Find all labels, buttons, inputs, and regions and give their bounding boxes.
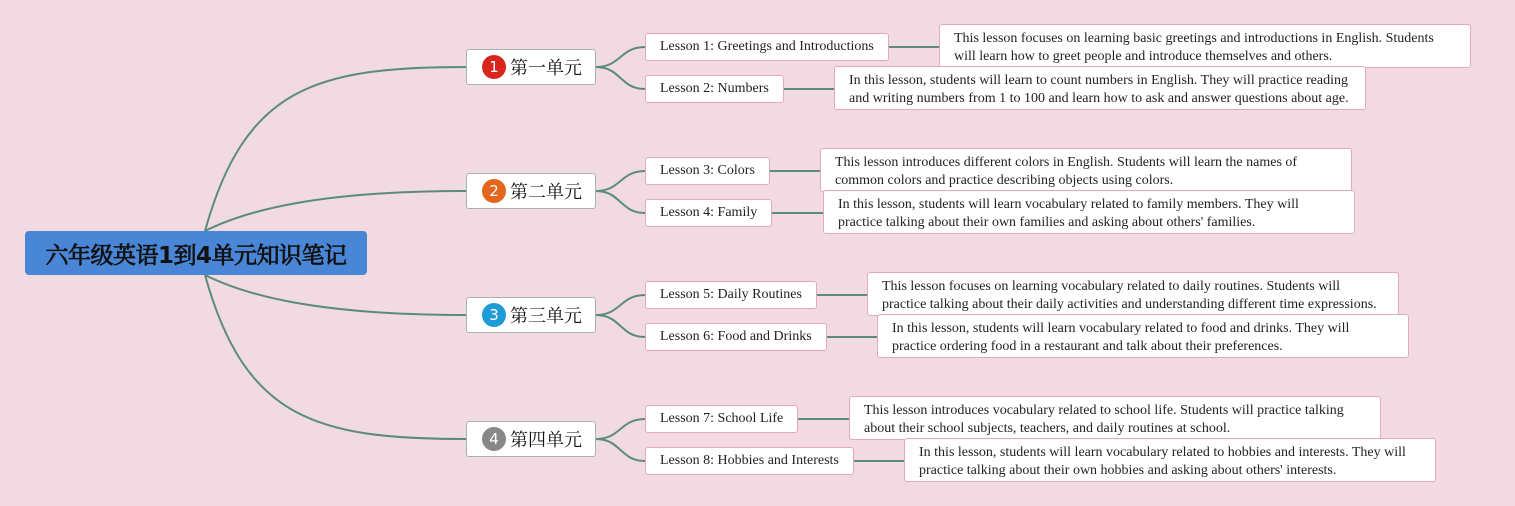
- lesson-7-topic[interactable]: Lesson 7: School Life: [645, 405, 798, 433]
- unit-label: 第三单元: [510, 306, 582, 327]
- root-to-unit-2-line: [205, 191, 466, 231]
- lesson-2-note[interactable]: In this lesson, students will learn to count numbers in English. They will practice reading and writing numbers from 1 to 100 and learn how to ask and answer questions about age.: [834, 66, 1366, 110]
- lesson-1-note[interactable]: This lesson focuses on learning basic greetings and introductions in English. Students will learn how to greet people and introduce themselves and others.: [939, 24, 1471, 68]
- lesson-5-note[interactable]: This lesson focuses on learning vocabulary related to daily routines. Students will practice talking about their daily activities and understanding different time expressions.: [867, 272, 1399, 316]
- lesson-3-note[interactable]: This lesson introduces different colors in English. Students will learn the names of common colors and practice describing objects using colors.: [820, 148, 1352, 192]
- unit-label: 第二单元: [510, 182, 582, 203]
- root-topic[interactable]: 六年级英语1到4单元知识笔记: [25, 231, 367, 275]
- unit-1-topic[interactable]: [466, 49, 596, 85]
- lesson-4-topic[interactable]: Lesson 4: Family: [645, 199, 772, 227]
- lesson-3-topic[interactable]: Lesson 3: Colors: [645, 157, 770, 185]
- unit-2-to-lesson-4-line: [596, 191, 645, 213]
- number-1-badge-icon: 1: [482, 55, 506, 79]
- lesson-5-topic[interactable]: Lesson 5: Daily Routines: [645, 281, 817, 309]
- unit-3-to-lesson-5-line: [596, 295, 645, 315]
- lesson-1-topic[interactable]: Lesson 1: Greetings and Introductions: [645, 33, 889, 61]
- lesson-8-topic[interactable]: Lesson 8: Hobbies and Interests: [645, 447, 854, 475]
- unit-3-to-lesson-6-line: [596, 315, 645, 337]
- unit-label: 第一单元: [510, 58, 582, 79]
- lesson-4-note[interactable]: In this lesson, students will learn vocabulary related to family members. They will practice talking about their own families and asking about others' families.: [823, 190, 1355, 234]
- lesson-6-note[interactable]: In this lesson, students will learn vocabulary related to food and drinks. They will practice ordering food in a restaurant and talk about their preferences.: [877, 314, 1409, 358]
- unit-4-to-lesson-8-line: [596, 439, 645, 461]
- unit-label: 第四单元: [510, 430, 582, 451]
- unit-2-to-lesson-3-line: [596, 171, 645, 191]
- unit-2-topic[interactable]: [466, 173, 596, 209]
- lesson-2-topic[interactable]: Lesson 2: Numbers: [645, 75, 784, 103]
- unit-4-topic[interactable]: [466, 421, 596, 457]
- unit-4-to-lesson-7-line: [596, 419, 645, 439]
- root-to-unit-1-line: [205, 67, 466, 231]
- number-2-badge-icon: 2: [482, 179, 506, 203]
- unit-1-to-lesson-2-line: [596, 67, 645, 89]
- lesson-6-topic[interactable]: Lesson 6: Food and Drinks: [645, 323, 827, 351]
- unit-1-to-lesson-1-line: [596, 47, 645, 67]
- lesson-8-note[interactable]: In this lesson, students will learn vocabulary related to hobbies and interests. They will practice talking about their own hobbies and asking about others' interests.: [904, 438, 1436, 482]
- root-to-unit-3-line: [205, 275, 466, 315]
- number-4-badge-icon: 4: [482, 427, 506, 451]
- number-3-badge-icon: 3: [482, 303, 506, 327]
- unit-3-topic[interactable]: [466, 297, 596, 333]
- root-to-unit-4-line: [205, 275, 466, 439]
- lesson-7-note[interactable]: This lesson introduces vocabulary related to school life. Students will practice talking about their school subjects, teachers, and daily routines at school.: [849, 396, 1381, 440]
